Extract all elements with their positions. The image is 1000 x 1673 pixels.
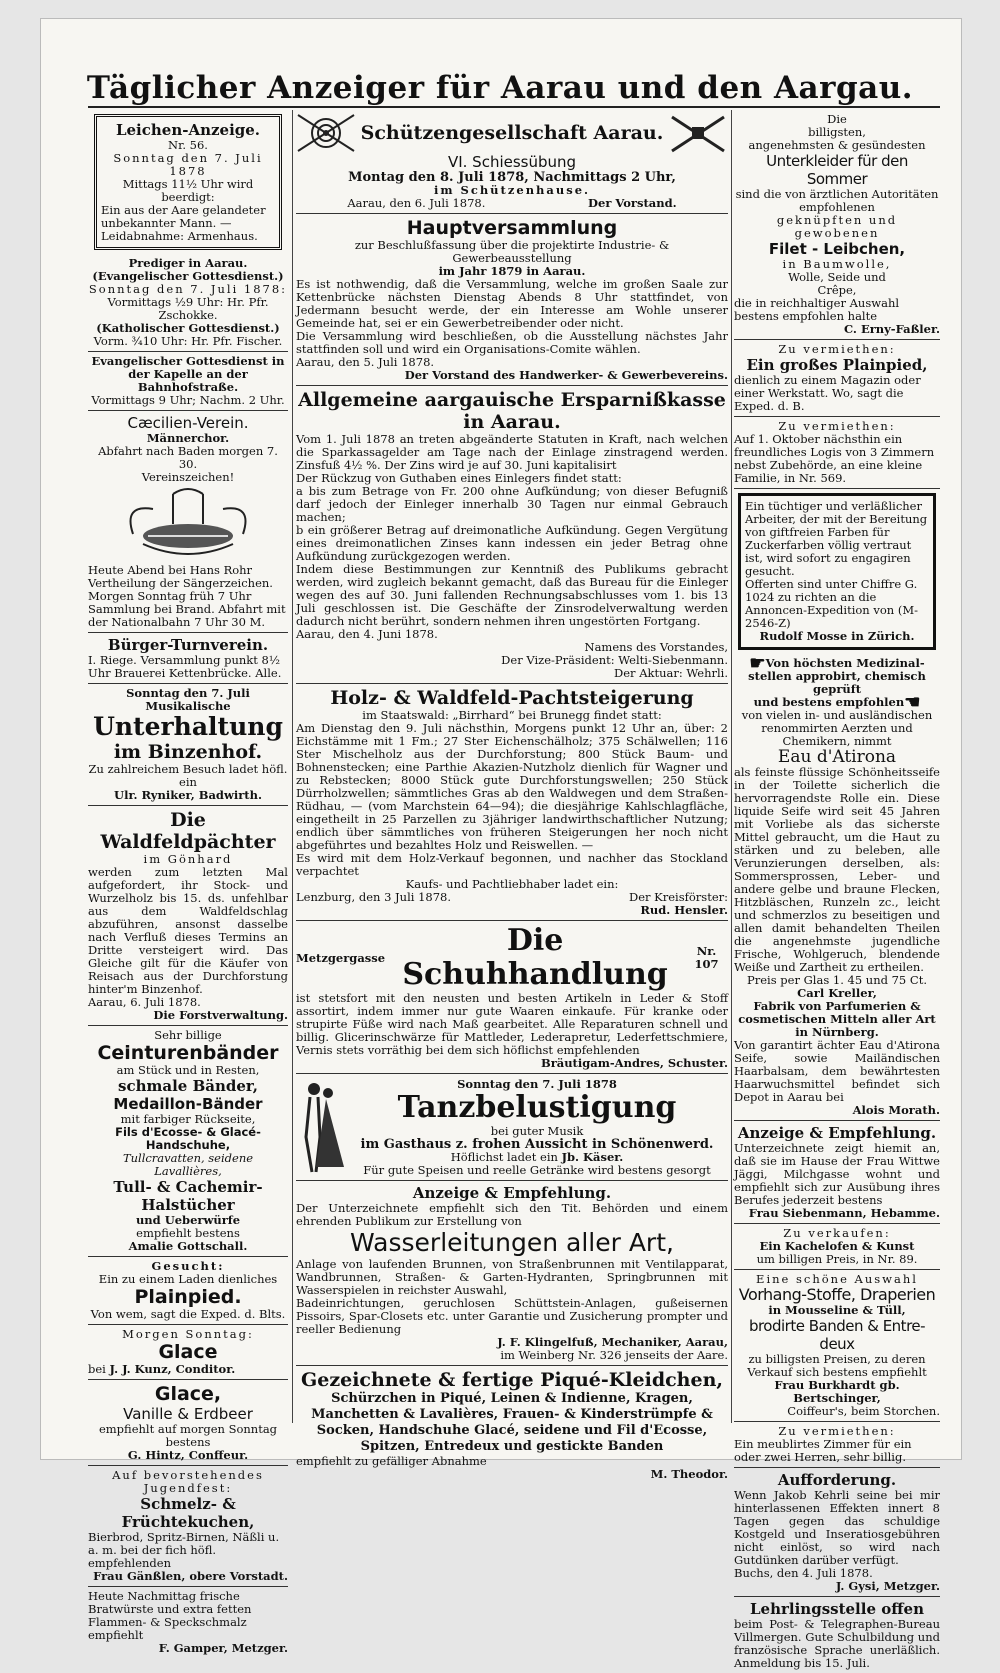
target-rifles-icon — [296, 113, 356, 153]
ad-text: Für gute Speisen und reelle Getränke wird bestens gesorgt — [363, 1162, 711, 1177]
ad-text: mit farbiger Rückseite, — [120, 1112, 256, 1126]
ad-text: Vereinszeichen! — [141, 470, 235, 484]
ad-text: zu billigsten Preisen, zu deren Verkauf sich bestens empfiehlt — [747, 1352, 927, 1379]
ad-title: Wasserleitungen aller Art, — [350, 1228, 674, 1257]
ad-signature: Die Forstverwaltung. — [153, 1008, 288, 1022]
ersparniskasse-ad — [296, 386, 728, 684]
ad-title: Bürger-Turnverein. — [107, 636, 269, 654]
ad-signature: Der Vorstand des Handwerker- & Gewerbevereins. — [404, 368, 728, 382]
ad-signature: C. Erny-Faßler. — [843, 322, 940, 336]
ad-text: Carl Kreller, — [797, 986, 877, 1000]
ad-text: Nr. 56. — [168, 138, 208, 152]
aufforderung-ad — [734, 1468, 940, 1597]
atirona-ad — [734, 654, 940, 1121]
kachelofen-ad — [734, 1224, 940, 1270]
masthead-rule — [88, 106, 940, 108]
ad-title: Gesucht: — [151, 1259, 225, 1273]
column-divider — [731, 110, 732, 1423]
ad-title: Glace — [158, 1341, 218, 1363]
ad-text: Medaillon-Bänder — [113, 1095, 263, 1113]
ad-signature: Der Vorstand. — [588, 196, 677, 210]
ad-text: Aarau, den 5. Juli 1878. — [296, 355, 435, 369]
ad-signature: Der Vize-Präsident: Welti-Siebenmann. — [501, 653, 728, 667]
ad-title: Cæcilien-Verein. — [127, 414, 249, 432]
ad-text: von vielen in- und ausländischen renommirten Aerzten und Chemikern, nimmt — [741, 708, 933, 748]
ad-title: Holz- & Waldfeld-Pachtsteigerung — [330, 687, 694, 709]
ad-text: Der Unterzeichnete empfiehlt sich den Tit. Behörden und einem ehrenden Publikum zur Erstellung von — [296, 1201, 728, 1228]
handshake-lyre-icon — [113, 484, 263, 564]
ad-text: empfiehlt auf morgen Sonntag bestens — [98, 1422, 278, 1449]
ad-text: empfiehlt zu gefälliger Abnahme — [296, 1454, 487, 1468]
masthead: Täglicher Anzeiger für Aarau und den Aargau. — [86, 70, 914, 106]
ad-text: Zu vermiethen: — [778, 342, 896, 356]
leichen-anzeige — [94, 114, 282, 250]
ad-text: Heute Nachmittag frische Bratwürste und extra fetten Flammen- & Speckschmalz empfiehlt — [88, 1589, 252, 1642]
arbeiter-ad — [738, 493, 936, 650]
ad-text: um billigen Preis, in Nr. 89. — [756, 1252, 918, 1266]
ad-text: Der Rückzug von Guthaben eines Einlegers findet statt: — [296, 471, 622, 485]
ad-signature: J. Gysi, Metzger. — [835, 1579, 940, 1593]
turnverein-ad — [88, 633, 288, 684]
ad-text: in Baumwolle, — [782, 257, 892, 271]
ad-text: Sonntag den 7. Juli 1878: — [88, 282, 288, 296]
ad-text: ist stetsfort mit den neusten und besten Artikeln in Leder & Stoff assortirt, indem immer nur gute Waaren einkaufe. Für kranke oder strupirte Füße wird nach Maß gearbeitet. Alle Reparaturen schnell und billig. Glicerinschwärze für Mattleder, Lederapretur, Lederfettschmiere, Vernis stets vorräthig bei dem sich höflichst empfehlenden — [296, 991, 728, 1057]
ad-text: Metzgergasse — [296, 950, 386, 965]
ad-text: dienlich zu einem Magazin oder einer Werkstatt. Wo, sagt die Exped. d. B. — [734, 373, 921, 413]
ceinturen-ad — [88, 1026, 288, 1257]
tanzbelustigung-ad — [296, 1074, 728, 1181]
unterkleider-ad — [734, 110, 940, 340]
ad-text: b ein größerer Betrag auf dreimonatliche Aufkündung. Gegen Vergütung eines dreimonatlichen Zinses kann indessen ein jeder Betrag ohne Aufkündung zurückgezogen werden. — [296, 523, 728, 563]
pique-ad — [296, 1366, 728, 1484]
ad-text: Tullcravatten, seidene Lavallières, — [122, 1151, 254, 1178]
ad-text: Fabrik von Parfumerien & cosmetischen Mitteln aller Art in Nürnberg. — [738, 999, 936, 1039]
ad-text: Es wird mit dem Holz-Verkauf begonnen, und nachher das Stockland verpachtet — [296, 851, 728, 878]
ad-title: Allgemeine aargauische Ersparnißkasse in Aarau. — [298, 389, 726, 433]
ad-signature: M. Theodor. — [650, 1467, 728, 1481]
waldfeld-ad — [88, 806, 288, 1026]
ad-text: Sonntag den 7. Juli 1878 — [113, 151, 263, 178]
ad-text: Zu vermiethen: — [778, 1424, 896, 1438]
ad-title: Ein großes Plainpied, — [746, 356, 928, 374]
ad-text: Auf 1. Oktober nächsthin ein freundliches Logis von 3 Zimmern nebst Zubehörde, an eine kleine Familie, in Nr. 569. — [734, 432, 935, 485]
ad-text: Zu verkaufen: — [783, 1226, 891, 1240]
ad-title: Schützengesellschaft Aarau. — [360, 122, 664, 144]
ad-text: Mittags 11½ Uhr wird beerdigt: — [122, 177, 254, 204]
ad-title: Eau d'Atirona — [777, 747, 897, 767]
ad-text: Aarau, den 6. Juli 1878. — [347, 196, 486, 210]
ad-text: Fils d'Ecosse- & Glacé-Handschuhe, — [115, 1125, 261, 1152]
ad-signature: Der Aktuar: Wehrli. — [614, 666, 728, 680]
ad-text: Musikalische — [145, 699, 231, 713]
ad-text: I. Riege. Versammlung punkt 8½ Uhr Brauerei Kettenbrücke. Alle. — [88, 653, 282, 680]
ad-text: Ein meublirtes Zimmer für ein oder zwei Herren, sehr billig. — [734, 1437, 912, 1464]
ad-title: Vorhang-Stoffe, Draperien — [738, 1285, 936, 1304]
ad-title: Unterkleider für den Sommer — [766, 152, 908, 188]
ad-text: bei guter Musik — [490, 1123, 584, 1138]
ad-text: Sonntag den 7. Juli — [126, 686, 250, 700]
ad-text: als feinste flüssige Schönheitsseife in der Toilette sicherlich die hervorragendste Rolle ein. Diese liquide Seife wird seit 45 Jahren mit Vorliebe als das sicherste Mittel gebraucht, um die Haut zu stärken und zu beleben, alle Verunzierungen derselben, als: Sommersprossen, Leber- und andere gelbe und braune Flecken, Hitzbläschen, Runzeln zc., leicht und schmerzlos zu beseitigen und allen damit behandelten Theilen die angenehmste jugendliche Frische, Wohlgeruch, blendende Weiße und Zartheit zu ertheilen. — [734, 765, 940, 974]
ad-signature: Alois Morath. — [852, 1103, 940, 1117]
ad-text: Vanille & Erdbeer — [123, 1405, 253, 1423]
ad-text: (Katholischer Gottesdienst.) — [96, 321, 280, 335]
ad-text: Heute Abend bei Hans Rohr Vertheilung der Sängerzeichen. Morgen Sonntag früh 7 Uhr Sammlung bei Brand. Abfahrt mit der Nationalbahn 7 Uhr 30 M. — [88, 563, 286, 629]
kuchen-ad — [88, 1466, 288, 1587]
ad-text: Buchs, den 4. Juli 1878. — [734, 1566, 873, 1580]
lehrling-ad — [734, 1597, 940, 1673]
ad-text: geknüpften und gewobenen — [776, 213, 898, 240]
ad-title: Anzeige & Empfehlung. — [737, 1124, 937, 1142]
ad-title: Aufforderung. — [777, 1471, 897, 1489]
ad-text: Auf bevorstehendes Jugendfest: — [112, 1468, 264, 1495]
ad-text: Am Dienstag den 9. Juli nächsthin, Morgens punkt 12 Uhr an, über: 2 Eichstämme mit 1 Fm.; 27 Ster Eichenschälholz; 375 Schälwellen; 116 Ster Mischelholz aus der Durchforstung; 800 Stück Baum- und Bohnenstecken; eine Parthie Akazien-Nutzholz dienlich für Wagner und zu Rebstecken; 8000 Stück gute Durchforstungswellen; 250 Stück Dürrholzwellen; sämmtliches Gras ab den Waldwegen und dem Straßen-Rüdhau, — (vom Marchstein 64—94); die diesjährige Kahlschlagfläche, eingetheilt in 25 Parzellen zu 3jähriger landwirthschaftlicher Nutzung; endlich über sämmtliches von früheren Steigerungen her noch nicht abgeführtes und bezahltes Holz und Reiswellen. — — [296, 721, 728, 852]
ad-signature: Frau Siebenmann, Hebamme. — [748, 1206, 940, 1220]
ad-text: Bierbrod, Spritz-Birnen, Näßli u. a. m. bei der fich höfl. empfehlenden — [88, 1530, 280, 1570]
ad-signature: Namens des Vorstandes, — [584, 640, 728, 654]
ad-text: Wolle, Seide und — [788, 270, 886, 284]
ad-text: Die — [827, 112, 847, 126]
ad-text: Crêpe, — [817, 283, 857, 297]
ad-text: Ein zu einem Laden dienliches — [98, 1272, 278, 1286]
right-column — [734, 110, 940, 1670]
ad-text: Schürzchen in Piqué, Leinen & Indienne, Kragen, Manchetten & Lavalières, Frauen- & Kinderstrümpfe & Socken, Handschuhe Glacé, seidene und Fil d'Ecosse, Spitzen, Entredeux und gestickte Banden — [311, 1391, 713, 1454]
ad-title: Gezeichnete & fertige Piqué-Kleidchen, — [301, 1369, 723, 1391]
ad-title: Prediger in Aarau. — [128, 256, 248, 270]
hauptversammlung-ad — [296, 214, 728, 386]
kapelle-ad — [88, 352, 288, 411]
binzenhof-ad — [88, 684, 288, 806]
vorhang-ad — [734, 1270, 940, 1422]
ad-text: Indem diese Bestimmungen zur Kenntniß des Publikums gebracht werden, wird zugleich bekannt gemacht, daß das Bureau für die Einleger wegen des auf 30. Juni fallenden Rechnungsabschlusses vom 1. bis 13 Juli geschlossen ist. Die Geschäfte der Zinsrodelverwaltung werden dadurch nicht berührt, sondern nehmen ihren ungestörten Fortgang. — [296, 562, 728, 628]
ad-text: Nr. 107 — [694, 944, 719, 971]
ad-text: Von wem, sagt die Exped. d. Blts. — [90, 1307, 286, 1321]
ad-text: Eine schöne Auswahl — [756, 1272, 918, 1286]
plainpied-ad — [734, 340, 940, 417]
ad-text: Sonntag den 7. Juli 1878 — [457, 1076, 617, 1091]
ad-text: billigsten, — [808, 125, 866, 139]
ad-title: Die Schuhhandlung — [402, 923, 668, 992]
ad-title: Ein Kachelofen & Kunst — [759, 1239, 915, 1253]
schuhhandlung-ad — [296, 921, 728, 1074]
ad-text: Morgen Sonntag: — [122, 1327, 254, 1341]
ad-text: Aarau, den 4. Juni 1878. — [296, 627, 438, 641]
ad-text: angenehmsten & gesündesten — [748, 138, 926, 152]
ad-text: empfiehlt bestens — [136, 1226, 240, 1240]
ad-title: Lehrlingsstelle offen — [750, 1600, 924, 1618]
ad-text: Sehr billige — [154, 1028, 222, 1042]
ad-text: schmale Bänder, — [118, 1077, 258, 1095]
ad-title: Schmelz- & Früchtekuchen, — [121, 1495, 255, 1531]
pointing-hand-icon: ☚ — [904, 692, 921, 713]
ad-signature: J. F. Klingelfuß, Mechaniker, Aarau, — [497, 1335, 728, 1349]
ad-text: Offerten sind unter Chiffre G. 1024 zu richten an die Annoncen-Expedition von (M-2546-Z) — [745, 577, 918, 630]
ad-text: Es ist nothwendig, daß die Versammlung, welche im großen Saale zur Kettenbrücke nächsten Dienstag Abends 8 Uhr stattfindet, von Jedermann besucht werde, der ein Interesse am Wohle unserer Gemeinde hat, sei er ein Gewerbetreibender oder nicht. — [296, 277, 728, 330]
glace-kunz-ad — [88, 1325, 288, 1380]
ad-text: sind die von ärztlichen Autoritäten empfohlenen — [735, 187, 939, 214]
dancing-couple-icon — [296, 1077, 346, 1177]
ad-title: stellen approbirt, chemisch geprüft — [748, 669, 926, 696]
ad-signature: Rud. Hensler. — [640, 903, 728, 917]
ad-title: Tanzbelustigung — [397, 1089, 677, 1125]
ad-text: a bis zum Betrage von Fr. 200 ohne Aufkündung; von dieser Befugniß darf jedoch der Einleger innerhalb 30 Tagen nur einmal Gebrauch machen; — [296, 484, 728, 524]
ad-text: Lenzburg, den 3 Juli 1878. — [296, 890, 451, 904]
ad-text: bei — [88, 1362, 106, 1376]
ad-text: Abfahrt nach Baden morgen 7. 30. — [98, 444, 278, 471]
ad-signature: Amalie Gottschall. — [128, 1239, 248, 1253]
ad-title: VI. Schiessübung — [447, 153, 577, 171]
ad-title: Die Waldfeldpächter — [100, 809, 276, 853]
zimmer-ad — [734, 1422, 940, 1468]
schuetzen-ad — [296, 110, 728, 214]
ad-title: Plainpied. — [134, 1286, 242, 1308]
ad-title: Anzeige & Empfehlung. — [412, 1184, 612, 1202]
ad-text: im Gönhard — [143, 852, 233, 866]
ad-text: am Stück und in Resten, — [116, 1063, 260, 1077]
ad-text: Montag den 8. Juli 1878, Nachmittags 2 Uhr, — [348, 170, 676, 185]
ad-signature: F. Gamper, Metzger. — [158, 1641, 288, 1655]
left-column — [88, 110, 288, 1655]
ad-text: Kaufs- und Pachtliebhaber ladet ein: — [405, 877, 619, 891]
ad-title: Leichen-Anzeige. — [115, 121, 261, 139]
ad-text: Vormittags ½9 Uhr: Hr. Pfr. Zschokke. — [107, 295, 269, 322]
ad-text: Höflichst ladet ein — [450, 1149, 558, 1164]
ad-title: Filet - Leibchen, — [768, 240, 906, 258]
ad-title: Von höchsten Medizinal- — [765, 656, 925, 670]
hebamme-ad — [734, 1121, 940, 1224]
holzsteigerung-ad — [296, 684, 728, 921]
ad-text: Unterzeichnete zeigt hiemit an, daß sie im Hause der Frau Wittwe Jäggi, Milchgasse wohnt und empfiehlt sich zur Ausübung ihres Berufes jederzeit bestens — [734, 1141, 940, 1207]
ad-signature: G. Hintz, Conffeur. — [127, 1448, 249, 1462]
ad-signature: Frau Burkhardt gb. Bertschinger, — [774, 1378, 900, 1405]
ad-text: Vom 1. Juli 1878 an treten abgeänderte Statuten in Kraft, nach welchen die Sparkassagelder am Tage nach der Einlage zinstragend werden. Zinsfuß 4½ %. Der Zins wird je auf 30. Juni kapitalisirt — [296, 432, 728, 472]
ad-text: die in reichhaltiger Auswahl bestens empfohlen halte — [734, 296, 900, 323]
ad-text: (Evangelischer Gottesdienst.) — [92, 269, 284, 283]
glace-hintz-ad — [88, 1380, 288, 1466]
ad-text: Anlage von laufenden Brunnen, von Straßenbrunnen mit Ventilapparat, Wandbrunnen, Straßen- & Garten-Hydranten, Springbrunnen mit Wasserspielen in reichster Auswahl, — [296, 1257, 728, 1297]
ad-title: und bestens empfohlen — [753, 695, 905, 709]
ad-signature: Ulr. Ryniker, Badwirth. — [114, 788, 262, 802]
ad-text: Coiffeur's, beim Storchen. — [787, 1404, 940, 1418]
crossed-rifles-icon — [668, 113, 728, 153]
column-divider — [292, 110, 293, 1423]
ad-title: Ceinturenbänder — [97, 1042, 279, 1064]
wasserleitungen-ad — [296, 1181, 728, 1366]
ad-text: im Staatswald: „Birrhard“ bei Brunegg findet statt: — [362, 708, 662, 722]
middle-column — [296, 110, 728, 1481]
ad-signature: J. J. Kunz, Conditor. — [109, 1362, 236, 1376]
ad-signature: Der Kreisförster: — [628, 890, 728, 904]
ad-text: Tull- & Cachemir-Halstücher — [113, 1178, 263, 1214]
ad-text: werden zum letzten Mal aufgefordert, ihr Stock- und Wurzelholz bis 15. ds. unfehlbar aus dem Waldfeldschlag abzuführen, ansonst dasselbe nach Verfluß dieses Termins an Dritte versteigert wird. Das Gleiche gilt für die Käufer von Reisach aus der Durchforstung hinter'm Binzenhof. — [88, 865, 288, 996]
ad-text: Vormittags 9 Uhr; Nachm. 2 Uhr. — [91, 393, 285, 407]
ad-title: Unterhaltung — [93, 712, 283, 741]
ad-text: Zu vermiethen: — [778, 419, 896, 433]
ad-title: Hauptversammlung — [406, 217, 618, 239]
gamper-ad — [88, 1587, 288, 1658]
ad-text: im Weinberg Nr. 326 jenseits der Aare. — [500, 1348, 728, 1362]
pointing-hand-icon: ☛ — [749, 653, 766, 674]
ad-text: in Mousseline & Tüll, — [768, 1303, 906, 1317]
ad-text: Ein aus der Aare gelandeter unbekannter Mann. — Leidabnahme: Armenhaus. — [101, 203, 266, 243]
logis-ad — [734, 417, 940, 489]
ad-signature: Frau Gänßlen, obere Vorstadt. — [93, 1569, 288, 1583]
ad-text: Wenn Jakob Kehrli seine bei mir hinterlassenen Effekten innert 8 Tagen gegen das schuldige Kostgeld und Inseratiosgebühren nicht einlöst, so wird nach Gutdünken darüber verfügt. — [734, 1488, 940, 1567]
ad-text: Von garantirt ächter Eau d'Atirona Seife, sowie Mailändischen Haarbalsam, dem bewährtesten Haarwuchsmittel befindet sich Depot in Aarau bei — [734, 1038, 940, 1104]
ad-text: beim Post- & Telegraphen-Bureau Villmergen. Gute Schulbildung und französische Sprache unerläßlich. Anmeldung bis 15. Juli. — [734, 1617, 940, 1670]
ad-title: Evangelischer Gottesdienst in der Kapelle an der Bahnhofstraße. — [91, 354, 285, 394]
prediger-ad — [88, 254, 288, 352]
ad-text: Badeinrichtungen, geruchlosen Schüttstein-Anlagen, gußeisernen Pissoirs, Spar-Closets etc. unter Garantie und Zusicherung prompter und reeller Bedienung — [296, 1296, 728, 1336]
ad-signature: Jb. Käser. — [561, 1149, 624, 1164]
ad-text: im Jahr 1879 in Aarau. — [438, 264, 586, 278]
ad-title: brodirte Banden & Entre-deux — [748, 1317, 926, 1353]
ad-text: Vorm. ¾10 Uhr: Hr. Pfr. Fischer. — [93, 334, 283, 348]
ad-title: Glace, — [154, 1383, 222, 1405]
ad-text: im Gasthaus z. frohen Aussicht in Schönenwerd. — [360, 1136, 714, 1152]
ad-text: im Schützenhause. — [433, 183, 591, 197]
ad-text: Ein tüchtiger und verläßlicher Arbeiter, der mit der Bereitung von giftfreien Farben für Zuckerfarben völlig vertraut ist, wird sofort zu engagiren gesucht. — [745, 499, 928, 578]
ad-signature: Rudolf Mosse in Zürich. — [759, 629, 915, 643]
gesucht-ad — [88, 1257, 288, 1325]
ad-text: Preis per Glas 1. 45 und 75 Ct. — [747, 973, 927, 987]
ad-title: im Binzenhof. — [113, 741, 263, 763]
ad-text: Die Versammlung wird beschließen, ob die Ausstellung nächstes Jahr stattfinden soll und wird ein Organisations-Comite wählen. — [296, 329, 728, 356]
ad-text: zur Beschlußfassung über die projektirte Industrie- & Gewerbeausstellung — [354, 238, 670, 265]
caecilien-ad — [88, 411, 288, 633]
ad-text: und Ueberwürfe — [135, 1213, 241, 1227]
ad-text: Männerchor. — [146, 431, 230, 445]
ad-signature: Bräutigam-Andres, Schuster. — [540, 1056, 728, 1070]
ad-text: Aarau, 6. Juli 1878. — [88, 995, 201, 1009]
ad-text: Zu zahlreichem Besuch ladet höfl. ein — [88, 762, 288, 789]
